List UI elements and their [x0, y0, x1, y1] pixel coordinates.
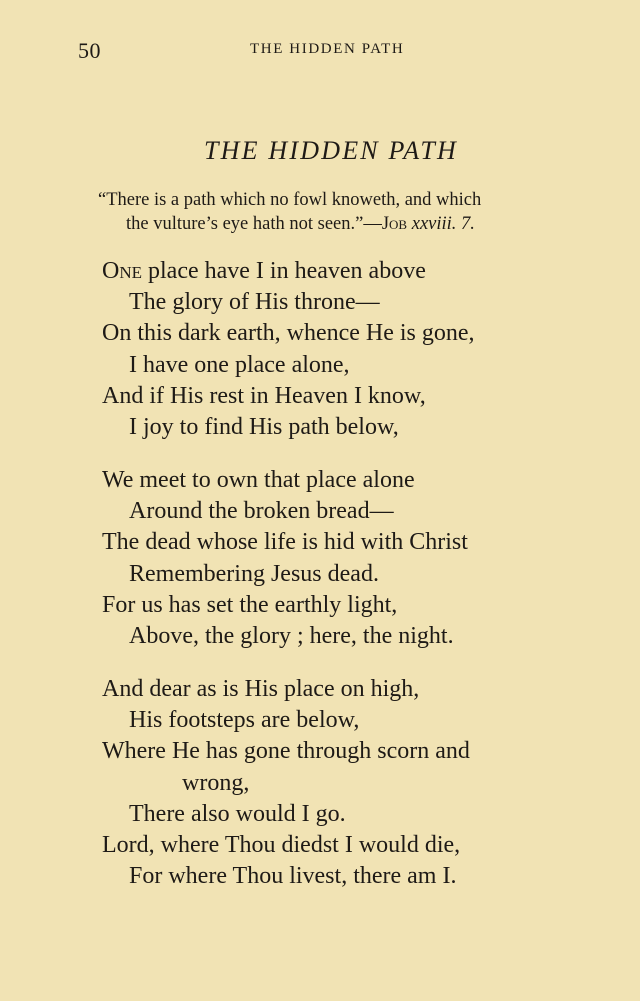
epigraph-source: Job: [381, 214, 408, 234]
page-number: 50: [78, 38, 101, 63]
verse-line: I joy to find His path below,: [129, 414, 399, 441]
verse-line-continuation: wrong,: [182, 769, 250, 796]
verse-line: And dear as is His place on high,: [102, 676, 420, 702]
poem-title: THE HIDDEN PATH: [203, 136, 458, 165]
verse-line: And if His rest in Heaven I know,: [102, 382, 426, 409]
epigraph: [98, 188, 598, 236]
stanza-2: [102, 465, 602, 652]
verse-line: The glory of His throne—: [129, 289, 380, 316]
epigraph-text: the vulture’s eye hath not seen.”—: [126, 214, 382, 234]
verse-line-lead: One: [102, 258, 142, 284]
verse-line: Around the broken bread—: [129, 498, 394, 525]
verse-line: Lord, where Thou diedst I would die,: [102, 832, 461, 859]
epigraph-line: [98, 212, 598, 236]
verse-line: On this dark earth, whence He is gone,: [102, 320, 475, 347]
verse-line: His footsteps are below,: [129, 707, 360, 734]
running-title: THE HIDDEN PATH: [250, 41, 405, 57]
stanza-3: [102, 674, 602, 892]
verse-line: The dead whose life is hid with Christ: [102, 529, 468, 556]
verse-line-text: place have I in heaven above: [142, 258, 426, 284]
verse-line: For us has set the earthly light,: [102, 591, 398, 618]
running-head: [0, 38, 640, 62]
verse-line: We meet to own that place alone: [102, 467, 415, 493]
verse-line: [102, 256, 602, 287]
verse-line: Where He has gone through scorn and: [102, 738, 470, 765]
epigraph-reference: xxviii. 7.: [411, 214, 475, 234]
verse-line: There also would I go.: [129, 800, 346, 827]
verse-line: Above, the glory ; here, the night.: [129, 623, 454, 650]
verse-line: For where Thou livest, there am I.: [129, 863, 457, 890]
stanza-1: [102, 256, 602, 443]
verse-line: Remembering Jesus dead.: [129, 560, 379, 587]
epigraph-line: “There is a path which no fowl knoweth, and which: [98, 190, 482, 210]
verse-line: I have one place alone,: [129, 351, 350, 378]
